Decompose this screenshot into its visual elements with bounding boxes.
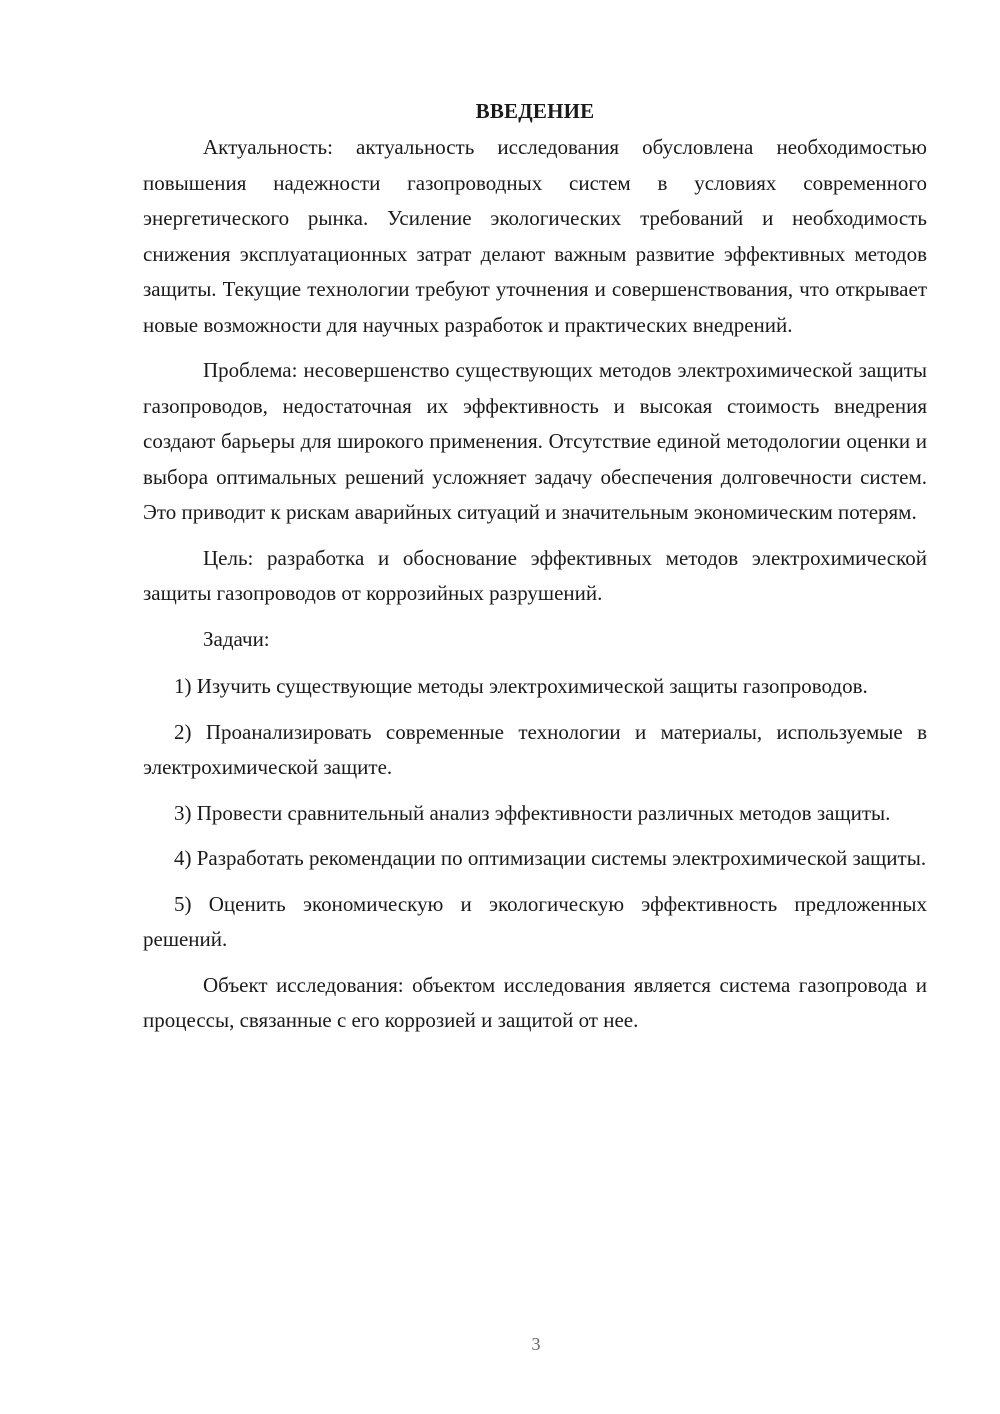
paragraph-goal: Цель: разработка и обоснование эффективных методов электрохимической защиты газопроводов от коррозийных разрушений.	[143, 545, 927, 605]
task-item-3: 3) Провести сравнительный анализ эффективности различных методов защиты.	[174, 800, 891, 825]
page-content	[143, 94, 927, 1049]
paragraph-problem: Проблема: несовершенство существующих методов электрохимической защиты газопроводов, недостаточная их эффективность и высокая стоимость внедрения создают барьеры для широкого применения. Отсутствие единой методологии оценки и выбора оптимальных решений усложняет задачу обеспечения долговечности систем. Это приводит к рискам аварийных ситуаций и значительным экономическим потерям.	[143, 358, 927, 524]
paragraph-object: Объект исследования: объектом исследования является система газопровода и процессы, связанные с его коррозией и защитой от нее.	[143, 972, 927, 1032]
task-item-2: 2) Проанализировать современные технологии и материалы, используемые в электрохимической защите.	[143, 719, 927, 779]
paragraph-relevance: Актуальность: актуальность исследования обусловлена необходимостью повышения надежности газопроводных систем в условиях современного энергетического рынка. Усиление экологических требований и необходимость снижения эксплуатационных затрат делают важным развитие эффективных методов защиты. Текущие технологии требуют уточнения и совершенствования, что открывает новые возможности для научных разработок и практических внедрений.	[143, 135, 927, 337]
task-item-1: 1) Изучить существующие методы электрохимической защиты газопроводов.	[174, 674, 868, 698]
tasks-heading: Задачи:	[203, 626, 270, 651]
task-item-5: 5) Оценить экономическую и экологическую эффективность предложенных решений.	[143, 891, 927, 951]
task-item-4: 4) Разработать рекомендации по оптимизации системы электрохимической защиты.	[174, 846, 927, 870]
page-number: 3	[531, 1334, 541, 1354]
page-title: ВВЕДЕНИЕ	[475, 99, 595, 123]
